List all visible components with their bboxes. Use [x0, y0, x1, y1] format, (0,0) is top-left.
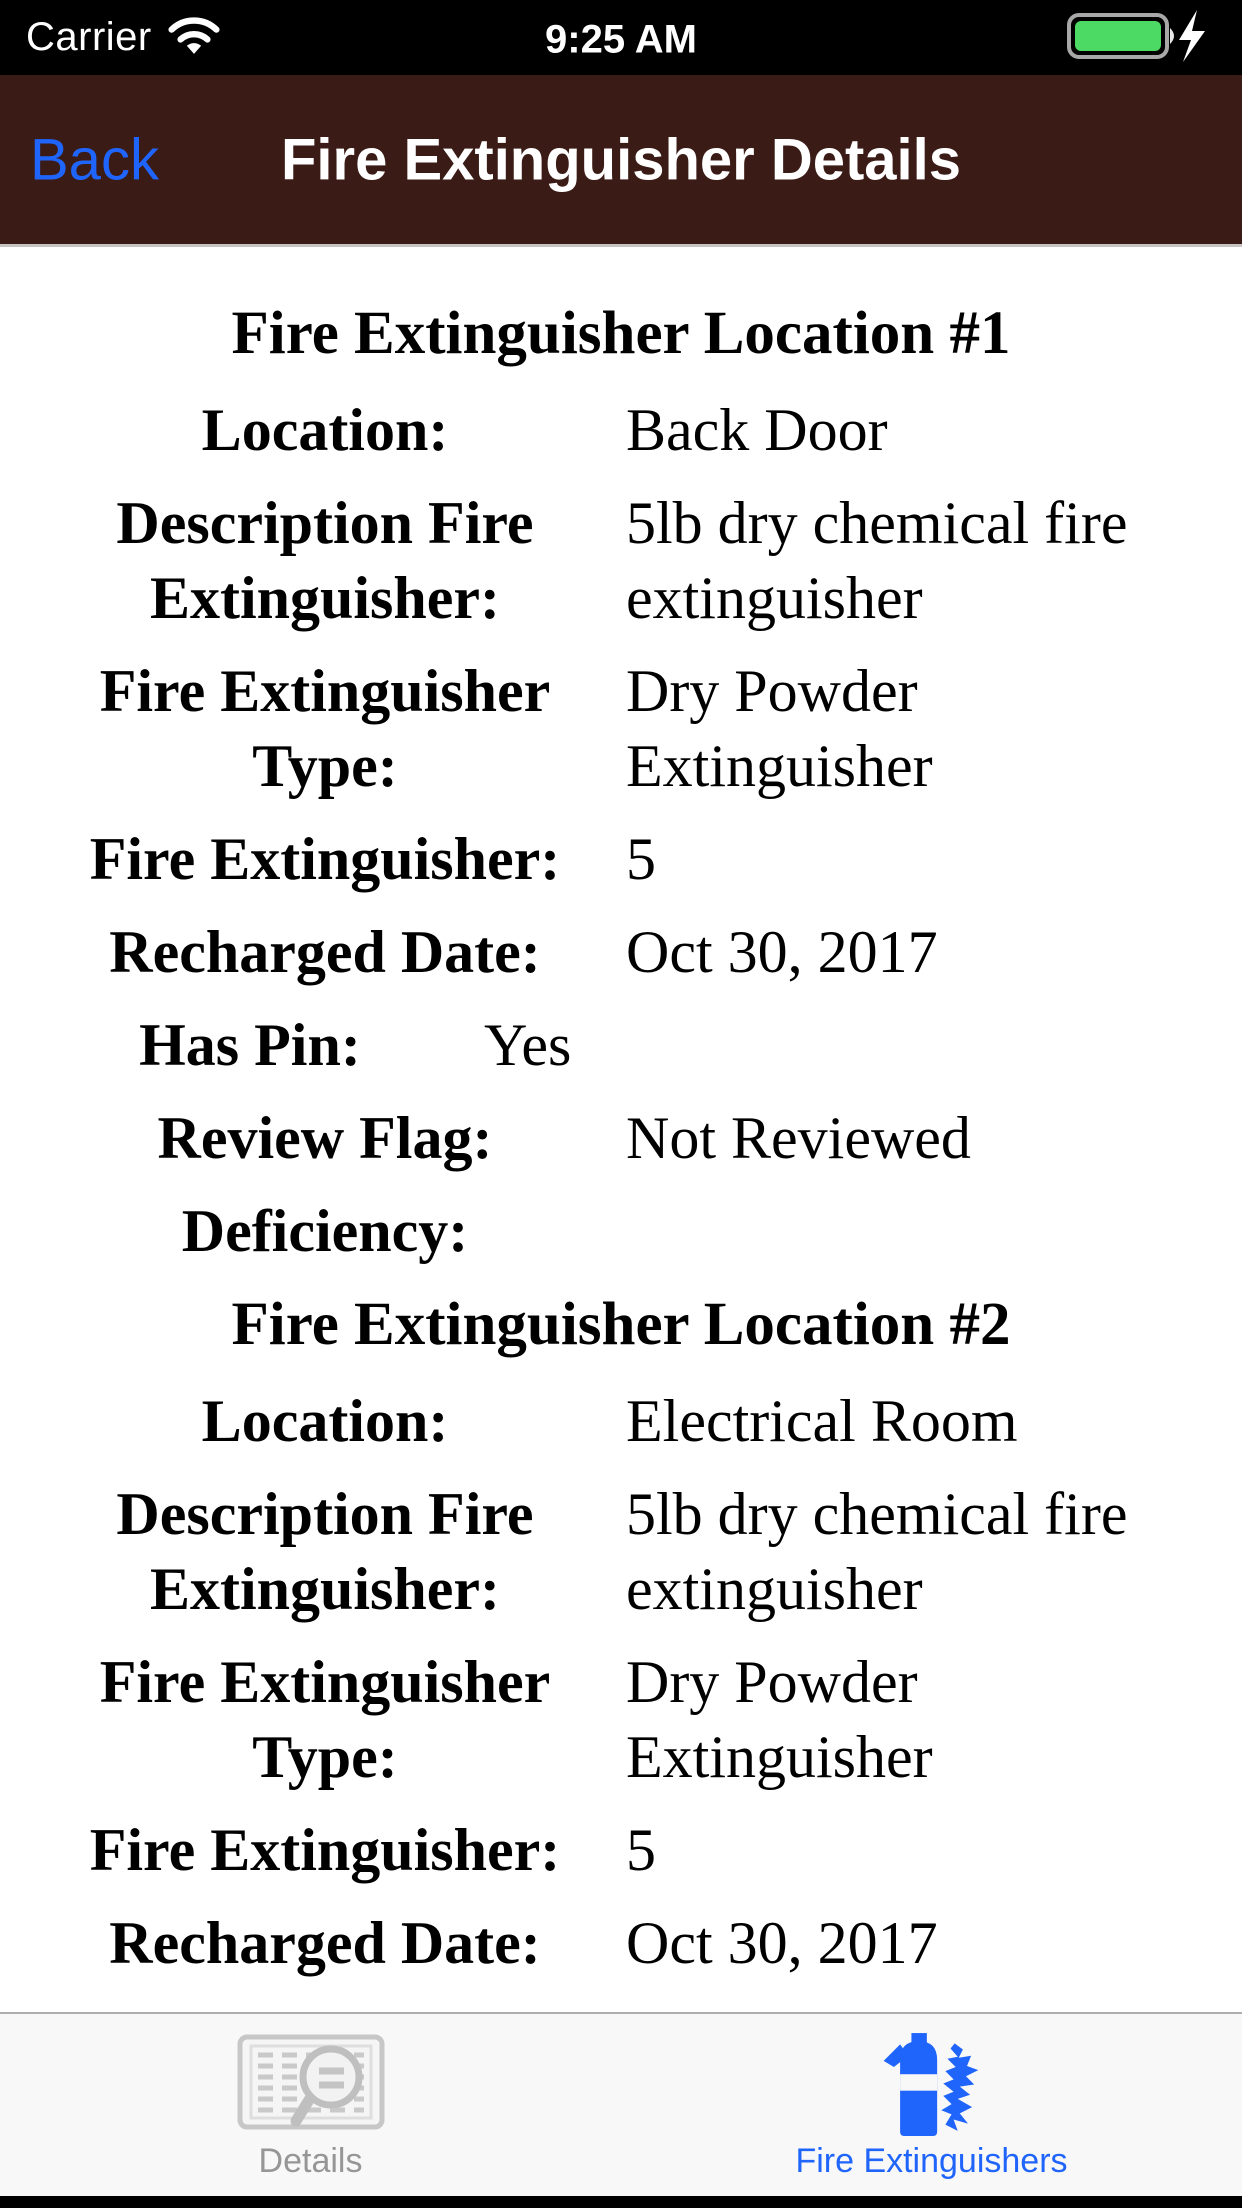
detail-value: Electrical Room: [626, 1388, 1018, 1454]
fire-extinguisher-icon: [880, 2030, 984, 2138]
detail-label: Deficiency:: [181, 1198, 469, 1264]
detail-value: Oct 30, 2017: [626, 919, 938, 985]
detail-value: 5: [626, 826, 656, 892]
detail-row: [30, 915, 1212, 990]
status-right: [1066, 4, 1216, 71]
detail-row: [30, 822, 1212, 897]
tab-details[interactable]: [0, 2014, 621, 2196]
detail-value: Back Door: [626, 397, 888, 463]
detail-value: 5: [626, 1817, 656, 1883]
tab-details-label: Details: [258, 2142, 363, 2180]
detail-label: Location:: [201, 1388, 449, 1454]
detail-value: Dry Powder Extinguisher: [626, 658, 933, 799]
detail-row: [30, 1008, 1212, 1083]
detail-label: Fire Extinguisher:: [89, 826, 561, 892]
section-heading: Fire Extinguisher Location #2: [231, 1291, 1011, 1358]
details-magnifier-icon: [236, 2030, 386, 2138]
bottom-black-strip: [0, 2196, 1242, 2208]
detail-label: Description Fire Extinguisher:: [116, 1481, 534, 1622]
charging-bolt-icon: [1179, 10, 1205, 62]
tab-fire-extinguishers[interactable]: [621, 2014, 1242, 2196]
detail-label: Review Flag:: [157, 1105, 493, 1171]
detail-label: Recharged Date:: [109, 919, 541, 985]
detail-row: [30, 393, 1212, 468]
fire-extinguisher-section: [30, 1287, 1212, 1981]
detail-value: Oct 30, 2017: [626, 1910, 938, 1976]
status-left: [26, 15, 220, 60]
detail-row: [30, 1906, 1212, 1981]
detail-row: [30, 1101, 1212, 1176]
detail-value: Not Reviewed: [626, 1105, 971, 1171]
detail-row: [30, 1813, 1212, 1888]
detail-value: Dry Powder Extinguisher: [626, 1649, 933, 1790]
details-scroll-area[interactable]: [0, 250, 1242, 2012]
detail-value: 5lb dry chemical fire extinguisher: [626, 1481, 1128, 1622]
detail-value: [620, 1194, 1212, 1269]
detail-value: 5lb dry chemical fire extinguisher: [626, 490, 1128, 631]
nav-bar: [0, 75, 1242, 247]
detail-label: Description Fire Extinguisher:: [116, 490, 534, 631]
status-bar: [0, 0, 1242, 75]
detail-label: Fire Extinguisher Type:: [99, 658, 551, 799]
back-button[interactable]: Back: [30, 127, 159, 192]
detail-row: [30, 486, 1212, 636]
detail-row: [30, 654, 1212, 804]
detail-row: [30, 1477, 1212, 1627]
status-time: 9:25 AM: [545, 16, 697, 61]
section-heading: Fire Extinguisher Location #1: [231, 300, 1011, 367]
tab-fire-extinguishers-label: Fire Extinguishers: [795, 2142, 1068, 2180]
page-title: Fire Extinguisher Details: [280, 127, 962, 192]
detail-value: Yes: [484, 1012, 572, 1078]
carrier-label: Carrier: [26, 15, 152, 59]
battery-cap: [1170, 28, 1174, 44]
detail-label: Location:: [201, 397, 449, 463]
detail-label: Fire Extinguisher:: [89, 1817, 561, 1883]
detail-row: [30, 1194, 1212, 1269]
detail-row: [30, 1384, 1212, 1459]
detail-label: Recharged Date:: [109, 1910, 541, 1976]
wifi-icon: [168, 15, 220, 60]
battery-icon: [1066, 4, 1216, 71]
detail-label: Has Pin:: [139, 1012, 361, 1078]
detail-row: [30, 1645, 1212, 1795]
tab-bar: [0, 2012, 1242, 2196]
detail-label: Fire Extinguisher Type:: [99, 1649, 551, 1790]
fire-extinguisher-section: [30, 296, 1212, 1269]
